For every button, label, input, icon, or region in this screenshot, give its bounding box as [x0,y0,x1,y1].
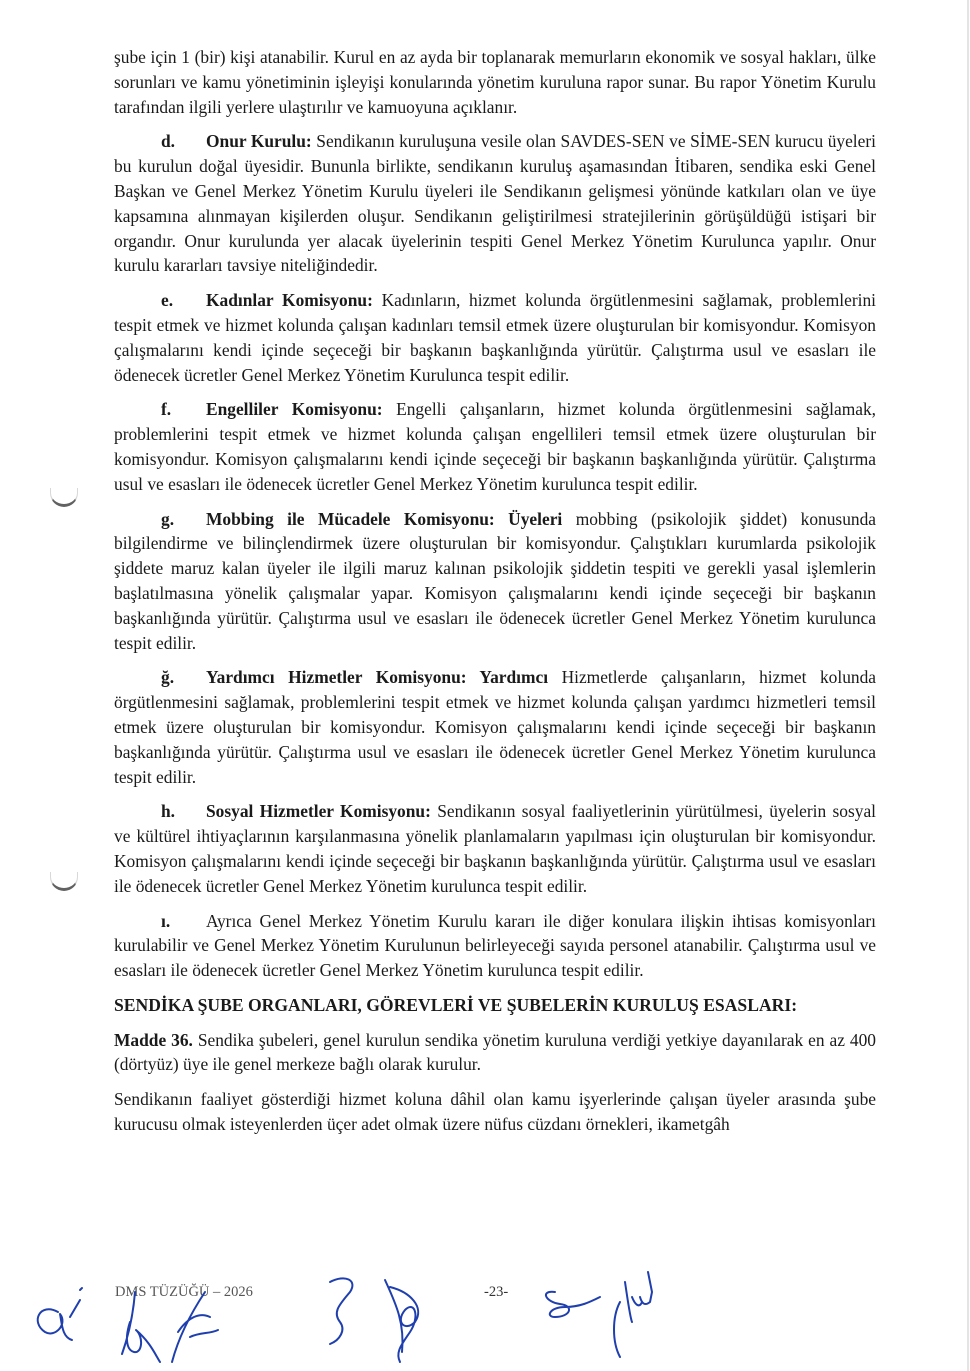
item-title: Sosyal Hizmetler Komisyonu: [206,801,431,822]
signatures-icon [0,1262,970,1371]
item-marker: e. [161,290,174,311]
closing-paragraph: Sendikanın faaliyet gösterdiği hizmet koluna dâhil olan kamu işyerlerinde çalışan üyeler arasında şube kurucusu olmak isteyenlerden üçer adet olmak üzere nüfus cüzdanı örnekleri, ikametgâh [114,1089,876,1135]
scan-edge-line [967,0,969,1371]
punch-hole-mark [50,872,78,891]
article-label: Madde 36. [114,1029,193,1050]
item-title: Mobbing ile Mücadele Komisyonu: Üyeleri [206,508,563,529]
item-h [114,799,876,898]
item-e [114,288,876,387]
item-text: Hizmetlerde çalışanların, hizmet kolunda örgütlenmesini sağlamak, problemlerini tespit etmek ve hizmet kolunda çalışan yardımcı hizmetleri temsil etmek üzere oluşturulan bir komisyondur. Komisyon çalışmalarını kendi içinde seçeceği bir başkanın başkanlığında yürütür. Çalıştırma usul ve esasları ile ödenecek ücretler Genel Merkez Yönetim kurulunca tespit edilir. [114,667,876,787]
item-text: Engelli çalışanların, hizmet kolunda örgütlenmesini sağlamak, problemlerini tespit etmek ve hizmet kolunda çalışan engellileri temsil etmek üzere oluşturulan bir komisyondur. Komisyon çalışmalarını kendi içinde seçeceği bir başkanın başkanlığında yürütür. Çalıştırma usul ve esasları ile ödenecek ücretler Genel Merkez Yönetim kurulunca tespit edilir. [114,399,876,494]
item-text: Kadınların, hizmet kolunda örgütlenmesini sağlamak, problemlerini tespit etmek ve hizmet kolunda çalışan kadınları temsil etmek üzere oluşturulan bir komisyondur. Komisyon çalışmalarını kendi içinde seçeceği bir başkanın başkanlığında yürütür. Çalıştırma usul ve esasları ile ödenecek ücretler Genel Merkez Yönetim Kurulunca tespit edilir. [114,290,876,385]
item-text: Ayrıca Genel Merkez Yönetim Kurulu kararı ile diğer konulara ilişkin ihtisas komisyonları kurulabilir ve Genel Merkez Yönetim Kurulunun belirleyeceği sayıda personel atanabilir. Çalıştırma usul ve esasları ile ödenecek ücretler Genel Merkez Yönetim kurulunca tespit edilir. [114,910,876,981]
section-heading: SENDİKA ŞUBE ORGANLARI, GÖREVLERİ VE ŞUBELERİN KURULUŞ ESASLARI: [114,994,798,1015]
item-d [114,129,876,278]
item-text: Sendikanın kuruluşuna vesile olan SAVDES-SEN ve SİME-SEN kurucu üyeleri bu kurulun doğal üyesidir. Bununla birlikte, sendikanın kuruluş aşamasından İtibaren, sendika eski Genel Başkan ve Genel Merkez Yönetim Kurulu üyeleri ile Sendikanın gelişmesi yönünde katkıları olan ve üye kapsamına alınmayan kişilerden oluşur. Sendikanın geliştirilmesi stratejilerinin görüşüldüğü istişari bir organdır. Onur kurulunda yer alacak üyelerinin tespiti Genel Merkez Yönetim Kurulunca yapılır. Onur kurulu kararları tavsiye niteliğindedir. [114,131,876,276]
footer-doc-name: DMS TÜZÜĞÜ – 2026 [115,1284,253,1300]
page-number: -23- [484,1284,509,1300]
item-marker: g. [161,508,175,529]
item-title: Engelliler Komisyonu: [206,399,383,420]
item-g-breve [114,665,876,789]
item-marker: d. [161,131,176,152]
article-36 [114,1028,876,1078]
item-marker: h. [161,801,176,822]
item-title: Kadınlar Komisyonu: [206,290,373,311]
item-dotless-i [114,909,876,983]
item-title: Yardımcı Hizmetler Komisyonu: Yardımcı [206,667,549,688]
item-f [114,397,876,496]
item-title: Onur Kurulu: [206,131,312,152]
item-text: Sendikanın sosyal faaliyetlerinin yürütülmesi, üyelerin sosyal ve kültürel ihtiyaçlarının karşılanmasına yönelik planlamaların yapılması için oluşturulan bir komisyondur. Komisyon çalışmalarını kendi içinde seçeceği bir başkanın başkanlığında yürütür. Çalıştırma usul ve esasları ile ödenecek ücretler Genel Merkez Yönetim kurulunca tespit edilir. [114,801,877,896]
item-text: mobbing (psikolojik şiddet) konusunda bilgilendirme ve bilinçlendirmek üzere oluşturulan bir komisyondur. Çalıştıkları kurumlarda psikolojik şiddete maruz kalan üyeler ile ilgili maruz kalınan psikolojik şiddetin tespiti ve gerekli yasal işlemlerin başlatılmasına yönelik çalışmalar yapar. Komisyon çalışmalarını kendi içinde seçeceği bir başkanın başkanlığında yürütür. Çalıştırma usul ve esasları ile ödenecek ücretler Genel Merkez Yönetim kurulunca tespit edilir. [114,508,876,653]
item-marker: ı. [161,910,171,931]
document-body [114,45,876,1147]
article-text: Sendika şubeleri, genel kurulun sendika yönetim kuruluna verdiği yetkiye dayanılarak en az 400 (dörtyüz) üye ile genel merkeze bağlı olarak kurulur. [114,1029,876,1075]
item-marker: f. [161,399,172,420]
item-g [114,507,876,656]
item-marker: ğ. [161,667,175,688]
punch-hole-mark [50,488,78,507]
intro-paragraph: şube için 1 (bir) kişi atanabilir. Kurul en az ayda bir toplanarak memurların ekonomik ve sosyal hakları, ülke sorunları ve kamu yönetiminin işleyişi konularında yönetim kuruluna rapor sunar. Bu rapor Yönetim Kurulu tarafından ilgili yerlere ulaştırılır ve kamuoyuna açıklanır. [114,47,876,117]
